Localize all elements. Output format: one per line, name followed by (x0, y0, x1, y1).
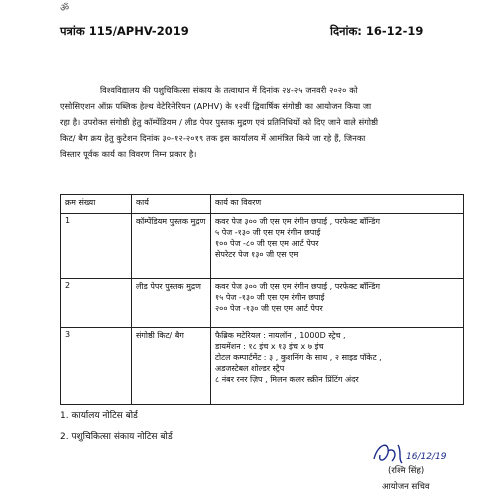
detail-line: १५ पेज -१३० जी एस एम रंगीन छपाई (215, 293, 325, 302)
detail-line: कवर पेज ३०० जी एस एम रंगीन छपाई , परफेक्ट बाँन्डिंग (215, 282, 381, 291)
serial-cell: 3 (61, 328, 132, 405)
details-cell (211, 279, 464, 328)
distribution-item: 1. कार्यालय नोटिस बोर्ड (60, 411, 138, 421)
table-row (61, 214, 464, 279)
detail-line: ८ नंबर रनर ज़िप , मिलन कलर स्क्रीन प्रिंटिंग अंदर (215, 375, 359, 384)
paragraph-line: किट/ बैग क्रय हेतु कुटेशन दिनांक ३०-१२-२०१९ तक इस कार्यालय में आमंत्रित किये जा रहे हैं, जिनका (60, 133, 366, 143)
detail-line: १०० पेज -८० जी एस एम आर्ट पेपर (215, 239, 319, 248)
signature-date: 16/12/19 (406, 452, 447, 462)
table-row (61, 328, 464, 405)
signature-stroke (374, 445, 402, 463)
paragraph-line: रहा है। उपरोक्त संगोष्ठी हेतु कॉम्पेंडियम / लीड पेपर पुस्तक मुद्रण एवं प्रतिनिधियों को दिए जाने वाले संगोष्ठी (60, 117, 379, 127)
detail-line: कवर पेज ३०० जी एस एम रंगीन छपाई , परफेक्ट बाँन्डिंग (215, 217, 381, 226)
paragraph-line: विश्वविद्यालय की पशुचिकित्सा संकाय के तत्वाधान में दिनांक २४-२५ जनवरी २०२० को (100, 85, 358, 95)
body-paragraph (60, 82, 470, 162)
distribution-item: 2. पशुचिकित्सा संकाय नोटिस बोर्ड (60, 432, 173, 442)
header-serial: क्रम संख्या (61, 195, 132, 214)
signatory-name: (रश्मि सिंह) (388, 466, 425, 476)
work-cell: लीड पेपर पुस्तक मुद्रण (132, 279, 211, 328)
work-cell: संगोष्ठी किट/ बैग (132, 328, 211, 405)
work-cell: कॉम्पेंडियम पुस्तक मुद्रण (132, 214, 211, 279)
work-details-table (60, 194, 464, 405)
serial-cell: 1 (61, 214, 132, 279)
detail-line: २०० पेज -१३० जी एस एम आर्ट पेपर (215, 304, 323, 313)
detail-line: डायमेंशन : १८ इंच x १३ इंच x ७ इंच (215, 342, 324, 351)
reference-number: पत्रांक 115/APHV-2019 (60, 24, 189, 38)
detail-line: टोटल कम्पार्टमेंट : ३ , कुशनिंग के साथ , २ साइड पॉकेट , (215, 353, 382, 362)
top-mark: ॐ (60, 3, 70, 14)
serial-cell: 2 (61, 279, 132, 328)
header-details: कार्य का विवरण (211, 195, 464, 214)
paragraph-line: विस्तार पूर्वक कार्य का विवरण निम्न प्रकार है। (60, 149, 197, 159)
detail-line: फैब्रिक मटेरियल : नायलॉन , 1000D स्ट्रेच , (215, 331, 346, 340)
letter-date: दिनांक: 16-12-19 (330, 24, 424, 38)
signatory-title: आयोजन सचिव (382, 482, 430, 492)
detail-line: सेपरेटर पेज १३० जी एस एम (215, 250, 299, 259)
paragraph-line: एसोसिएशन ऑफ़ पब्लिक हेल्थ वेटेरिनेरियन (APHV) के १२वीं द्विवार्षिक संगोष्ठी का आयोजन किया जा (60, 101, 372, 111)
table-row (61, 279, 464, 328)
header-work: कार्य (132, 195, 211, 214)
detail-line: अडजस्टेबल शोल्डर स्ट्रैप (215, 364, 285, 373)
detail-line: ५ पेज -१३० जी एस एम रंगीन छपाई (215, 228, 321, 237)
table-header-row (61, 195, 464, 214)
details-cell (211, 328, 464, 405)
details-cell (211, 214, 464, 279)
